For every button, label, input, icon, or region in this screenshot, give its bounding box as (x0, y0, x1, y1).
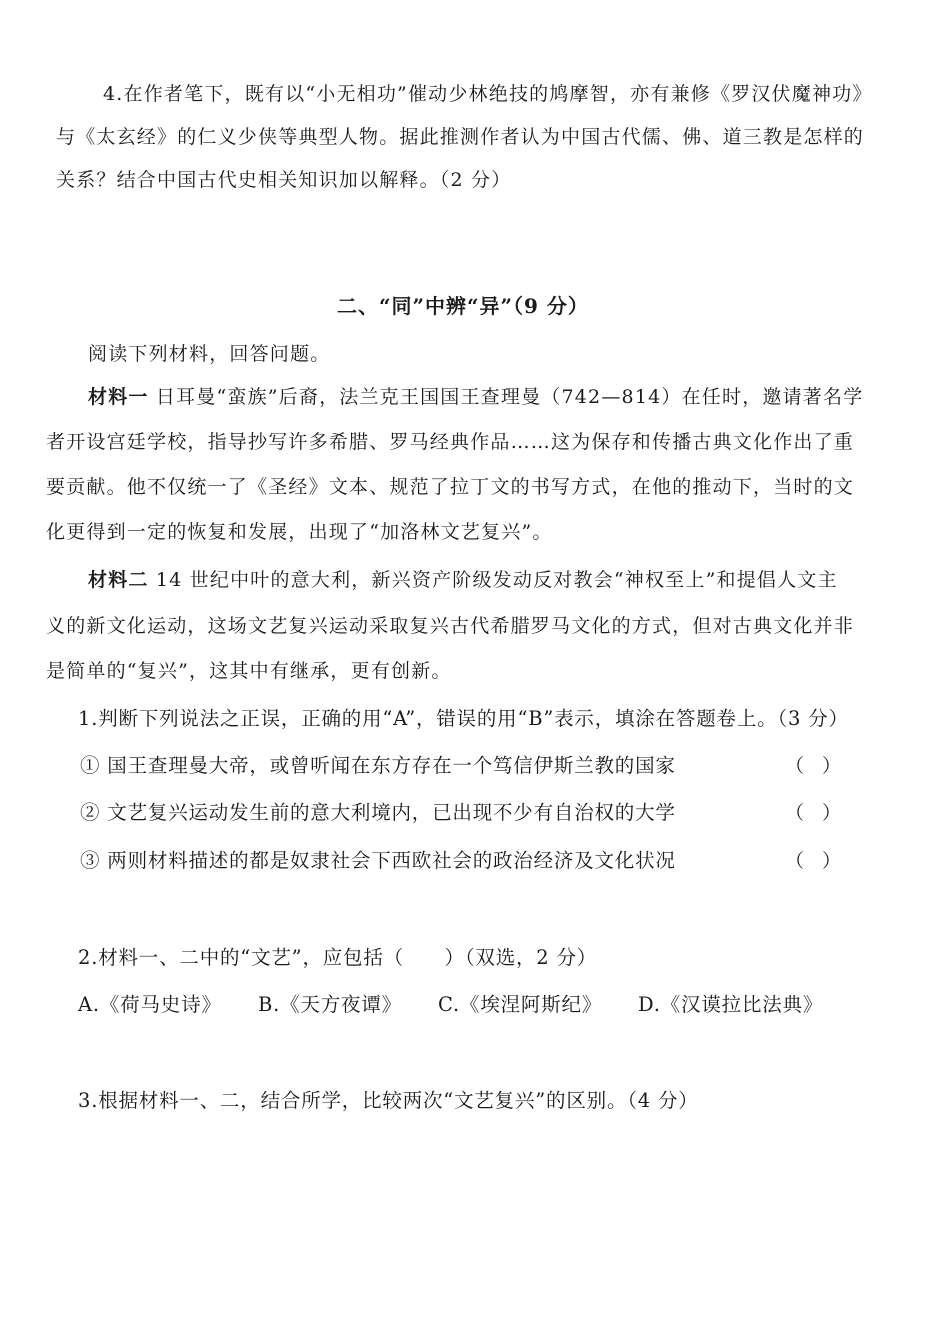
material-1-text-1: 日耳曼“蛮族”后裔，法兰克王国国王查理曼（742—814）在任时，邀请著名学 (148, 386, 864, 408)
material-1-label: 材料一 (88, 386, 149, 408)
q1-answer-blank-1: （） (785, 755, 860, 777)
q2-prompt: 2.材料一、二中的“文艺”，应包括（ ）（双选，2 分） (78, 946, 598, 969)
q1-statement-2: ② 文艺复兴运动发生前的意大利境内，已出现不少有自治权的大学 (80, 801, 676, 824)
q2-option-b: B.《天方夜谭》 (258, 993, 402, 1016)
q1-prompt: 1.判断下列说法之正误，正确的用“A”，错误的用“B”表示，填涂在答题卷上。（3 分） (78, 707, 849, 730)
section-title: 二、“同”中辨“异”（9 分） (337, 294, 589, 318)
material-2-line-1 (88, 567, 838, 593)
material-2-line-3: 是简单的“复兴”，这其中有继承，更有创新。 (46, 660, 452, 682)
q2-option-c: C.《埃涅阿斯纪》 (438, 993, 603, 1016)
q4-line-2: 与《太玄经》的仁义少侠等典型人物。据此推测作者认为中国古代儒、佛、道三教是怎样的 (56, 126, 865, 148)
material-2-line-2: 义的新文化运动，这场文艺复兴运动采取复兴古代希腊罗马文化的方式，但对古典文化并非 (46, 615, 855, 637)
material-1-line-2: 者开设宫廷学校，指导抄写许多希腊、罗马经典作品……这为保存和传播古典文化作出了重 (46, 431, 855, 453)
q1-answer-blank-2: （） (785, 802, 860, 824)
q1-statement-1: ① 国王查理曼大帝，或曾听闻在东方存在一个笃信伊斯兰教的国家 (80, 754, 676, 777)
q2-option-a: A.《荷马史诗》 (78, 993, 222, 1016)
q4-line-3: 关系？结合中国古代史相关知识加以解释。（2 分） (56, 169, 512, 191)
q1-statement-3: ③ 两则材料描述的都是奴隶社会下西欧社会的政治经济及文化状况 (80, 849, 676, 872)
material-2-text-1: 14 世纪中叶的意大利，新兴资产阶级发动反对教会“神权至上”和提倡人文主 (148, 569, 838, 591)
q3-prompt: 3.根据材料一、二，结合所学，比较两次“文艺复兴”的区别。（4 分） (78, 1089, 699, 1112)
material-1-line-1 (88, 384, 863, 410)
material-1-line-4: 化更得到一定的恢复和发展，出现了“加洛林文艺复兴”。 (46, 521, 553, 543)
material-2-label: 材料二 (88, 569, 149, 591)
q4-line-1: 4.在作者笔下，既有以“小无相功”催动少林绝技的鸠摩智，亦有兼修《罗汉伏魔神功》 (103, 83, 873, 105)
q2-option-d: D.《汉谟拉比法典》 (638, 993, 824, 1016)
section-intro: 阅读下列材料，回答问题。 (88, 343, 331, 365)
material-1-line-3: 要贡献。他不仅统一了《圣经》文本、规范了拉丁文的书写方式，在他的推动下，当时的文 (46, 476, 855, 498)
q1-answer-blank-3: （） (785, 850, 860, 872)
